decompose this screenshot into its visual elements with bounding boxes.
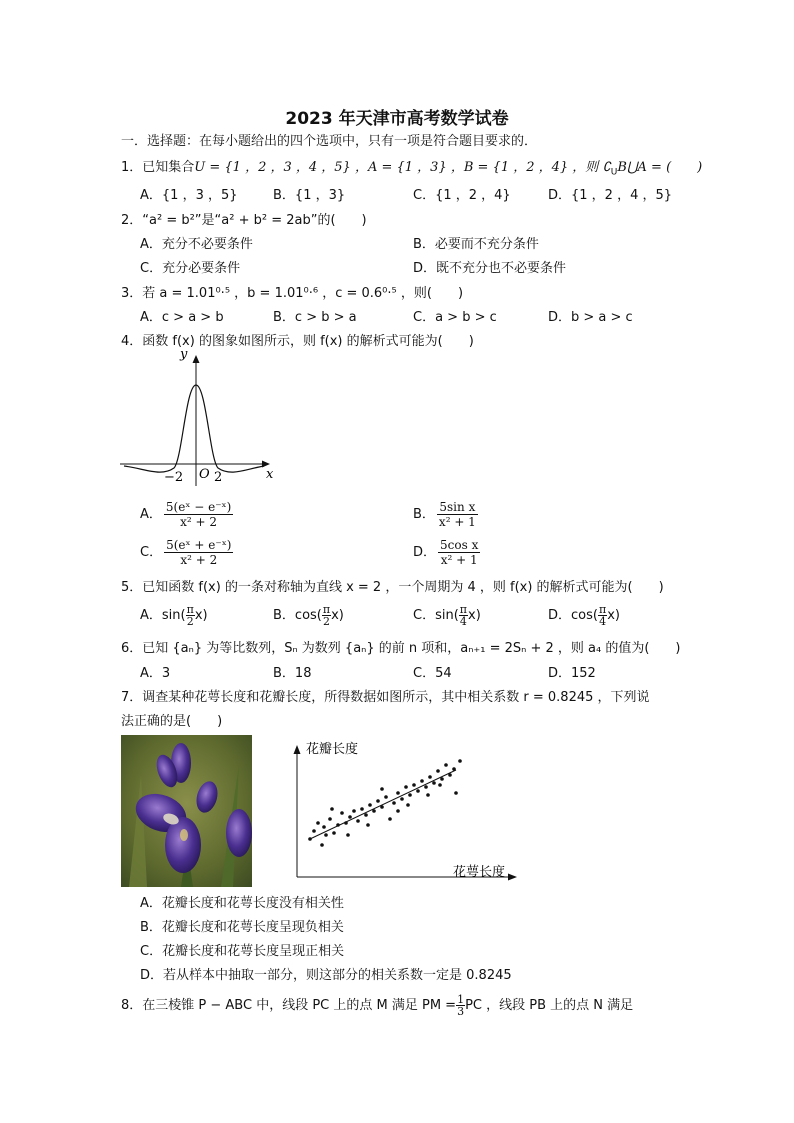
option-letter: B． [273, 608, 295, 623]
fraction-numerator: π [322, 603, 331, 616]
fraction-denominator: 4 [459, 615, 467, 628]
option-fraction [164, 538, 233, 567]
tick-label-negative: −2 [164, 470, 184, 485]
option-fraction [438, 538, 480, 567]
question-6-option-d: D．152 [548, 666, 596, 681]
question-1-option-b: B．{1 ，3} [273, 188, 346, 203]
question-7-option-a: A．花瓣长度和花萼长度没有相关性 [140, 896, 344, 911]
iris-flower-photo [121, 735, 252, 887]
option-letter: A． [140, 507, 162, 522]
function-curve [124, 385, 264, 472]
scatter-y-arrow-icon [294, 745, 301, 754]
question-7-option-c: C．花瓣长度和花萼长度呈现正相关 [140, 944, 345, 959]
question-7-scatter-plot [288, 735, 520, 883]
scatter-point [330, 807, 334, 811]
question-5-option-a [140, 604, 208, 627]
scatter-point [428, 775, 432, 779]
fraction-denominator: x² + 1 [440, 553, 478, 567]
question-3-stem: 3．若 a = 1.01⁰·⁵ ，b = 1.01⁰·⁶ ，c = 0.6⁰·⁵ ，则( ) [121, 286, 464, 301]
scatter-point [316, 821, 320, 825]
tick-label-positive: 2 [214, 470, 223, 485]
scatter-point [452, 767, 456, 771]
scatter-point [324, 833, 328, 837]
question-7-option-d: D．若从样本中抽取一部分，则这部分的相关系数一定是 0.8245 [140, 968, 512, 983]
scatter-point [438, 783, 442, 787]
scatter-point [436, 769, 440, 773]
scatter-point [360, 807, 364, 811]
option-fraction [598, 604, 607, 627]
fraction-numerator: π [459, 603, 468, 616]
origin-label: O [199, 467, 210, 482]
scatter-point [372, 809, 376, 813]
scatter-point [384, 795, 388, 799]
option-letter: C． [413, 608, 436, 623]
scatter-point [320, 843, 324, 847]
scatter-point [336, 823, 340, 827]
question-4-function-graph [116, 350, 282, 490]
question-4-option-d [413, 538, 482, 567]
scatter-point [380, 805, 384, 809]
scatter-point [348, 815, 352, 819]
fraction-denominator: x² + 1 [438, 515, 476, 529]
question-8-stem [121, 994, 633, 1017]
fraction-denominator: x² + 2 [180, 515, 218, 529]
scatter-point [368, 803, 372, 807]
question-2-option-d: D．既不充分也不必要条件 [413, 261, 567, 276]
scatter-point [404, 785, 408, 789]
option-function: cos( [571, 608, 598, 623]
fraction-numerator: π [598, 603, 607, 616]
scatter-point [308, 837, 312, 841]
option-fraction [164, 500, 233, 529]
question-2-option-a: A．充分不必要条件 [140, 237, 253, 252]
scatter-point [448, 773, 452, 777]
page-title: 2023 年天津市高考数学试卷 [285, 109, 509, 129]
fraction-numerator: 5(eˣ + e⁻ˣ) [166, 538, 232, 552]
question-8-fraction [456, 994, 465, 1017]
fraction-numerator: 1 [457, 993, 465, 1006]
option-fraction [437, 500, 478, 529]
scatter-point [412, 783, 416, 787]
scatter-point [364, 813, 368, 817]
scatter-point [444, 763, 448, 767]
question-4-option-a [140, 500, 235, 529]
option-letter: D． [548, 608, 572, 623]
option-letter: A． [140, 608, 162, 623]
option-letter: B． [413, 507, 435, 522]
question-1-stem [121, 158, 702, 183]
question-1-stem-intro: 1．已知集合 [121, 160, 195, 175]
question-7-stem-line-2: 法正确的是( ) [121, 714, 223, 729]
scatter-point [328, 817, 332, 821]
fraction-numerator: 5sin x [437, 500, 478, 515]
question-4-option-b [413, 500, 480, 529]
x-axis-label: x [266, 467, 274, 482]
question-3-option-b: B．c > b > a [273, 310, 357, 325]
question-2-option-c: C．充分必要条件 [140, 261, 241, 276]
option-function: sin( [435, 608, 459, 623]
option-fraction [459, 604, 468, 627]
fraction-numerator: 5(eˣ − e⁻ˣ) [165, 500, 232, 514]
option-fraction [186, 604, 195, 627]
question-8-stem-intro: 8．在三棱锥 P − ABC 中，线段 PC 上的点 M 满足 PM = [121, 998, 457, 1013]
question-3-option-d: D．b > a > c [548, 310, 633, 325]
fraction-numerator: π [186, 603, 194, 616]
scatter-x-arrow-icon [508, 874, 517, 881]
question-1-option-a: A．{1 ，3 ，5} [140, 188, 238, 203]
question-1-stem-tail: B⋃A = ( ) [617, 160, 703, 175]
scatter-x-axis-label: 花萼长度 [453, 865, 506, 880]
scatter-point [322, 825, 326, 829]
section-heading: 一．选择题：在每小题给出的四个选项中，只有一项是符合题目要求的． [121, 134, 538, 149]
scatter-point [396, 791, 400, 795]
y-axis-label: y [180, 350, 188, 362]
question-6-option-c: C．54 [413, 666, 452, 681]
fraction-numerator: 5cos x [440, 538, 479, 552]
scatter-point [380, 787, 384, 791]
option-letter: C． [140, 545, 163, 560]
fraction-denominator: 4 [599, 615, 607, 628]
trend-line [310, 770, 456, 839]
scatter-point [396, 809, 400, 813]
scatter-point [454, 791, 458, 795]
question-1-stem-sets: U = {1 ，2 ，3 ，4 ，5} ，A = {1 ，3} ，B = {1 ，2 ，4} ，则 ∁ [194, 160, 611, 175]
question-5-option-c [413, 604, 481, 627]
option-tail: x) [331, 608, 344, 623]
scatter-point [332, 831, 336, 835]
question-7-stem-line-1: 7．调查某种花萼长度和花瓣长度，所得数据如图所示，其中相关系数 r = 0.8245 ，下列说 [121, 690, 650, 705]
option-fraction [322, 604, 331, 627]
scatter-point [352, 809, 356, 813]
question-2-option-b: B．必要而不充分条件 [413, 237, 539, 252]
question-2-stem: 2．“a² = b²”是“a² + b² = 2ab”的( ) [121, 213, 367, 228]
fraction-denominator: 2 [186, 615, 194, 628]
scatter-point [392, 801, 396, 805]
option-function: sin( [161, 608, 186, 623]
scatter-points [308, 759, 462, 847]
fraction-denominator: 3 [457, 1005, 465, 1018]
option-tail: x) [194, 608, 208, 623]
question-5-option-b [273, 604, 344, 627]
option-function: cos( [294, 608, 322, 623]
question-1-option-c: C．{1 ，2 ，4} [413, 188, 511, 203]
question-3-option-c: C．a > b > c [413, 310, 497, 325]
scatter-point [376, 799, 380, 803]
question-8-stem-tail: PC ，线段 PB 上的点 N 满足 [465, 998, 634, 1013]
question-3-option-a: A．c > a > b [140, 310, 224, 325]
question-1-option-d: D．{1 ，2 ，4 ，5} [548, 188, 673, 203]
question-5-stem: 5．已知函数 f(x) 的一条对称轴为直线 x = 2 ，一个周期为 4 ，则 f(x) 的解析式可能为( ) [121, 580, 664, 595]
scatter-point [408, 793, 412, 797]
question-1-complement-subscript: U [610, 167, 618, 178]
scatter-point [424, 785, 428, 789]
scatter-point [346, 833, 350, 837]
scatter-point [416, 789, 420, 793]
scatter-point [366, 823, 370, 827]
scatter-point [432, 781, 436, 785]
question-4-option-c [140, 538, 235, 567]
fraction-denominator: x² + 2 [180, 553, 218, 567]
option-tail: x) [607, 608, 620, 623]
scatter-point [388, 817, 392, 821]
scatter-point [426, 793, 430, 797]
scatter-point [458, 759, 462, 763]
y-axis-arrow-icon [193, 355, 200, 363]
scatter-y-axis-label: 花瓣长度 [306, 742, 359, 757]
scatter-point [340, 811, 344, 815]
scatter-point [420, 779, 424, 783]
option-tail: x) [468, 608, 481, 623]
question-7-option-b: B．花瓣长度和花萼长度呈现负相关 [140, 920, 344, 935]
scatter-point [344, 821, 348, 825]
scatter-point [356, 819, 360, 823]
question-5-option-d [548, 604, 620, 627]
scatter-point [312, 829, 316, 833]
question-4-stem: 4．函数 f(x) 的图象如图所示，则 f(x) 的解析式可能为( ) [121, 334, 474, 349]
option-letter: D． [413, 545, 437, 560]
scatter-point [406, 803, 410, 807]
fraction-denominator: 2 [322, 615, 330, 628]
scatter-point [440, 777, 444, 781]
question-6-option-b: B．18 [273, 666, 312, 681]
question-6-option-a: A．3 [140, 666, 171, 681]
question-6-stem: 6．已知 {aₙ} 为等比数列，Sₙ 为数列 {aₙ} 的前 n 项和，aₙ₊₁ = 2Sₙ + 2 ，则 a₄ 的值为( ) [121, 641, 681, 656]
scatter-point [400, 797, 404, 801]
